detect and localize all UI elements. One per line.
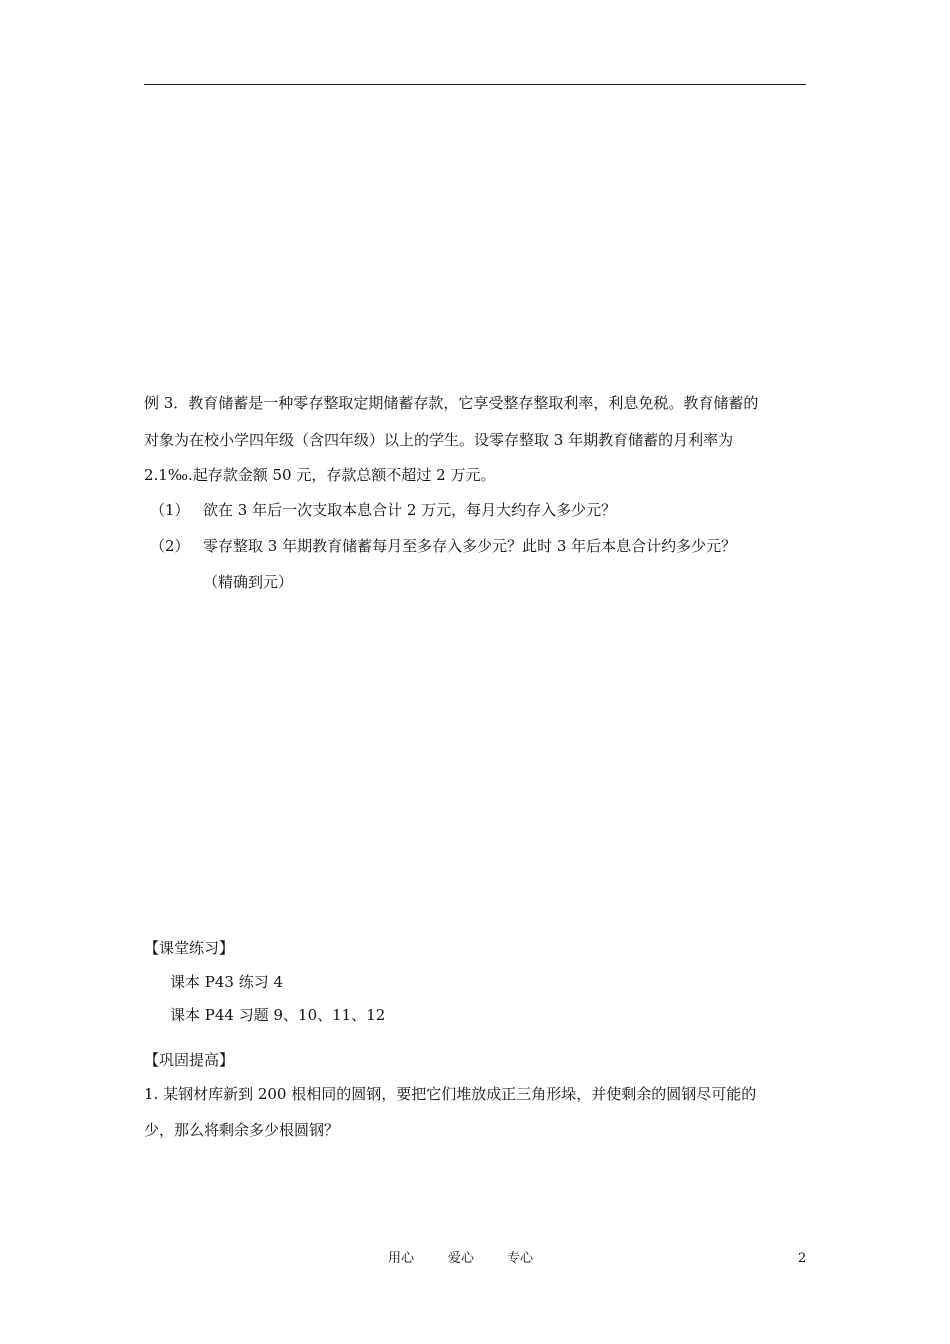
classroom-practice-item2: 课本 P44 习题 9、10、11、12 xyxy=(170,1006,386,1024)
page-number: 2 xyxy=(798,1251,807,1266)
example3-line1: 例 3．教育储蓄是一种零存整取定期储蓄存款，它享受整存整取利率，利息免税。教育储蓄的 xyxy=(144,394,759,412)
footer-motto-1: 用心 xyxy=(388,1251,415,1266)
footer-motto-3: 专心 xyxy=(507,1251,534,1266)
example3-q1-number: （1） xyxy=(150,501,190,519)
example3-q2-note: （精确到元） xyxy=(203,573,294,591)
consolidation-q1-line2: 少，那么将剩余多少根圆钢？ xyxy=(144,1121,340,1139)
classroom-practice-item1: 课本 P43 练习 4 xyxy=(170,973,284,991)
example3-line2: 对象为在校小学四年级（含四年级）以上的学生。设零存整取 3 年期教育储蓄的月利率为 xyxy=(144,431,734,449)
consolidation-heading: 【巩固提高】 xyxy=(144,1051,235,1069)
example3-q1-text: 欲在 3 年后一次支取本息合计 2 万元，每月大约存入多少元？ xyxy=(203,501,617,519)
example3-q2-number: （2） xyxy=(150,537,190,555)
header-rule xyxy=(144,84,806,85)
consolidation-q1-line1: 1. 某钢材库新到 200 根相同的圆钢，要把它们堆放成正三角形垛，并使剩余的圆钢尽可能的 xyxy=(144,1085,757,1103)
example3-q2-text: 零存整取 3 年期教育储蓄每月至多存入多少元？此时 3 年后本息合计约多少元？ xyxy=(203,537,737,555)
footer-motto-2: 爱心 xyxy=(448,1251,475,1266)
example3-line3: 2.1‰.起存款金额 50 元，存款总额不超过 2 万元。 xyxy=(144,466,496,484)
classroom-practice-heading: 【课堂练习】 xyxy=(144,939,235,957)
